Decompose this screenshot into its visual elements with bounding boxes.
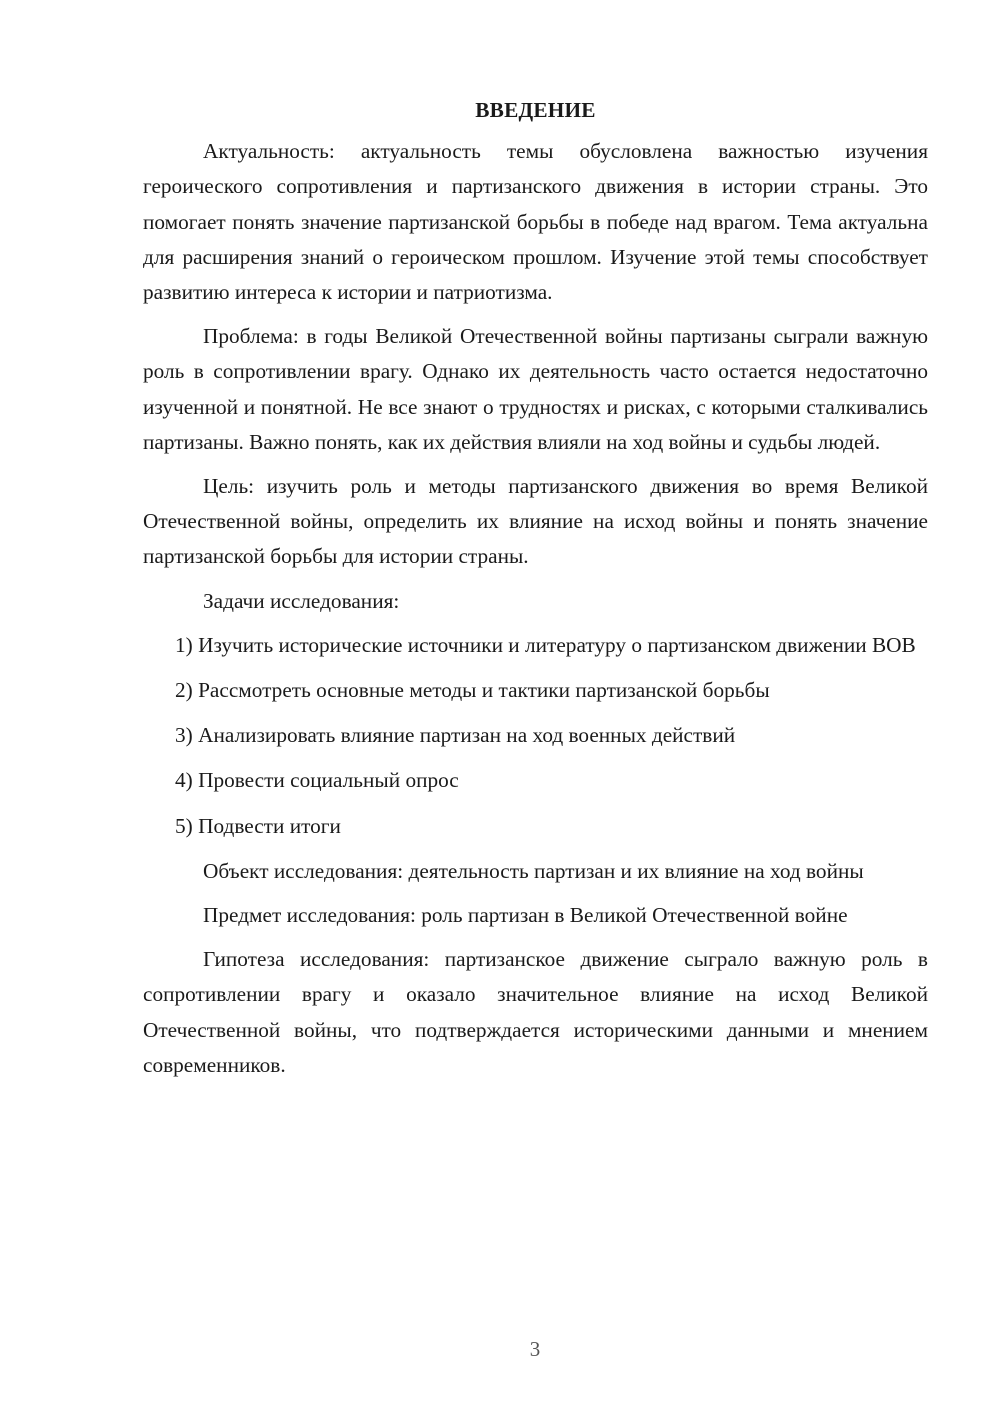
section-title: ВВЕДЕНИЕ <box>475 98 596 122</box>
paragraph-relevance: Актуальность: актуальность темы обусловлена важностью изучения героического сопротивления и партизанского движения в истории страны. Это помогает понять значение партизанской борьбы в победе над врагом. Тема актуальна для расширения знаний о героическом прошлом. Изучение этой темы способствует развитию интереса к истории и патриотизма. <box>143 139 928 305</box>
paragraph-subject: Предмет исследования: роль партизан в Великой Отечественной войне <box>203 903 848 928</box>
paragraph-object: Объект исследования: деятельность партизан и их влияние на ход войны <box>203 858 864 883</box>
paragraph-goal: Цель: изучить роль и методы партизанского движения во время Великой Отечественной войны, определить их влияние на исход войны и понять значение партизанской борьбы для истории страны. <box>143 474 928 569</box>
task-item-4: 4) Провести социальный опрос <box>175 768 459 793</box>
task-item-2: 2) Рассмотреть основные методы и тактики партизанской борьбы <box>175 678 770 703</box>
task-item-3: 3) Анализировать влияние партизан на ход военных действий <box>175 723 736 748</box>
task-item-5: 5) Подвести итоги <box>175 813 341 838</box>
page-number: 3 <box>529 1337 541 1361</box>
page-content <box>143 93 928 1092</box>
paragraph-problem: Проблема: в годы Великой Отечественной войны партизаны сыграли важную роль в сопротивлении врагу. Однако их деятельность часто остается недостаточно изученной и понятной. Не все знают о трудностях и рисках, с которыми сталкивались партизаны. Важно понять, как их действия влияли на ход войны и судьбы людей. <box>143 324 928 454</box>
task-item-1: 1) Изучить исторические источники и литературу о партизанском движении ВОВ <box>175 632 916 657</box>
paragraph-hypothesis: Гипотеза исследования: партизанское движение сыграло важную роль в сопротивлении врагу и оказало значительное влияние на исход Великой Отечественной войны, что подтверждается историческими данными и мнением современников. <box>143 947 928 1077</box>
paragraph-tasks-heading: Задачи исследования: <box>203 588 400 613</box>
